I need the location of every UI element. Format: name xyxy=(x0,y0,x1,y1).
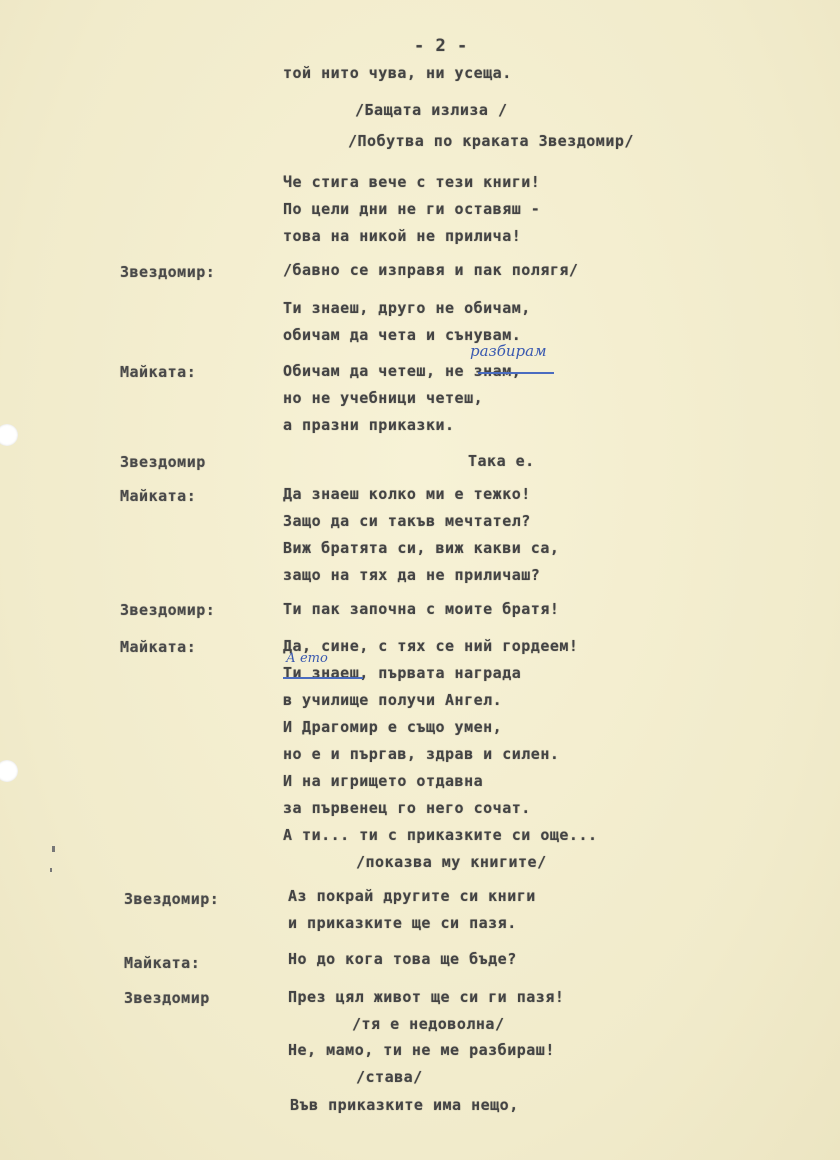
speaker-name: Майката: xyxy=(120,487,197,505)
verse-line: Обичам да четеш, не знам, xyxy=(283,362,522,380)
verse-line: в училище получи Ангел. xyxy=(283,691,503,709)
verse-line: През цял живот ще си ги пазя! xyxy=(288,988,565,1006)
verse-line: защо на тях да не приличаш? xyxy=(283,566,541,584)
verse-line: По цели дни не ги оставяш - xyxy=(283,200,541,218)
speaker-name: Звездомир: xyxy=(120,263,216,281)
punch-hole-top xyxy=(0,424,18,446)
verse-line: и приказките ще си пазя. xyxy=(288,914,517,932)
speaker-name: Майката: xyxy=(124,954,201,972)
verse-line: Така е. xyxy=(468,452,535,470)
verse-line: Аз покрай другите си книги xyxy=(288,887,536,905)
speaker-name: Звездомир: xyxy=(120,601,216,619)
verse-line: той нито чува, ни усеща. xyxy=(283,64,512,82)
stage-direction: /показва му книгите/ xyxy=(356,853,547,871)
verse-line: за първенец го него сочат. xyxy=(283,799,531,817)
stage-direction: /тя е недоволна/ xyxy=(352,1015,505,1033)
verse-line: Не, мамо, ти не ме разбираш! xyxy=(288,1041,555,1059)
stage-direction: /става/ xyxy=(356,1068,423,1086)
verse-line: Ти знаеш, първата награда xyxy=(283,664,522,682)
verse-line: Да знаеш колко ми е тежко! xyxy=(283,485,531,503)
handwritten-correction: разбирам xyxy=(470,342,547,360)
verse-line: обичам да чета и сънувам. xyxy=(283,326,522,344)
verse-line: Ти знаеш, друго не обичам, xyxy=(283,299,531,317)
speaker-name: Звездомир xyxy=(124,989,210,1007)
stage-direction: /бавно се изправя и пак полягя/ xyxy=(283,261,579,279)
strikethrough xyxy=(478,372,554,374)
verse-line: Във приказките има нещо, xyxy=(290,1096,519,1114)
verse-line: но не учебници четеш, xyxy=(283,389,484,407)
ink-speck xyxy=(50,868,52,872)
verse-line: И Драгомир е също умен, xyxy=(283,718,503,736)
handwritten-correction: А ето xyxy=(286,651,328,666)
page-number: - 2 - xyxy=(414,36,468,56)
verse-line: А ти... ти с приказките си още... xyxy=(283,826,598,844)
punch-hole-bottom xyxy=(0,760,18,782)
speaker-name: Майката: xyxy=(120,638,197,656)
verse-line: това на никой не прилича! xyxy=(283,227,522,245)
speaker-name: Звездомир xyxy=(120,453,206,471)
verse-line: Виж братята си, виж какви са, xyxy=(283,539,560,557)
verse-line: Защо да си такъв мечтател? xyxy=(283,512,531,530)
verse-line: Но до кога това ще бъде? xyxy=(288,950,517,968)
speaker-name: Майката: xyxy=(120,363,197,381)
ink-speck xyxy=(52,846,55,852)
speaker-name: Звездомир: xyxy=(124,890,220,908)
verse-line: И на игрището отдавна xyxy=(283,772,484,790)
verse-line: Да, сине, с тях се ний гордеем! xyxy=(283,637,579,655)
stage-direction: /Побутва по краката Звездомир/ xyxy=(348,132,634,150)
strikethrough xyxy=(283,677,363,679)
verse-line: Че стига вече с тези книги! xyxy=(283,173,541,191)
stage-direction: /Бащата излиза / xyxy=(355,101,508,119)
verse-line: а празни приказки. xyxy=(283,416,455,434)
verse-line: но е и пъргав, здрав и силен. xyxy=(283,745,560,763)
verse-line: Ти пак започна с моите братя! xyxy=(283,600,560,618)
